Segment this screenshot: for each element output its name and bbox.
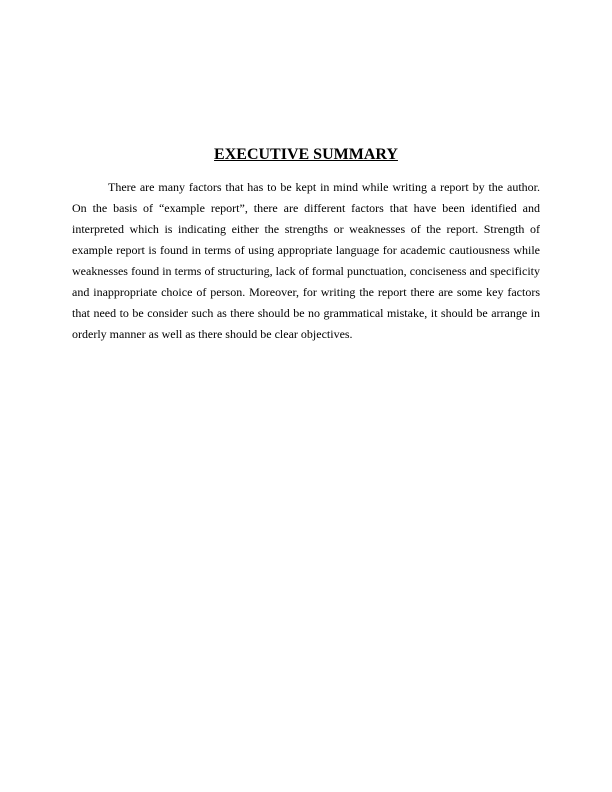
page-title: EXECUTIVE SUMMARY <box>214 146 398 163</box>
paragraph-line: On the basis of “example report”, there are different factors that have been identified and <box>72 201 540 215</box>
paragraph-line: orderly manner as well as there should be clear objectives. <box>72 327 353 341</box>
paragraph-line: and inappropriate choice of person. Moreover, for writing the report there are some key factors <box>72 285 540 299</box>
paragraph-line: weaknesses found in terms of structuring, lack of formal punctuation, conciseness and specificity <box>72 264 540 278</box>
paragraph-line: There are many factors that has to be kept in mind while writing a report by the author. <box>108 180 540 194</box>
summary-paragraph <box>72 177 540 345</box>
paragraph-line: interpreted which is indicating either the strengths or weaknesses of the report. Strength of <box>72 222 540 236</box>
paragraph-line: that need to be consider such as there should be no grammatical mistake, it should be arrange in <box>72 306 540 320</box>
paragraph-line: example report is found in terms of using appropriate language for academic cautiousness while <box>72 243 540 257</box>
